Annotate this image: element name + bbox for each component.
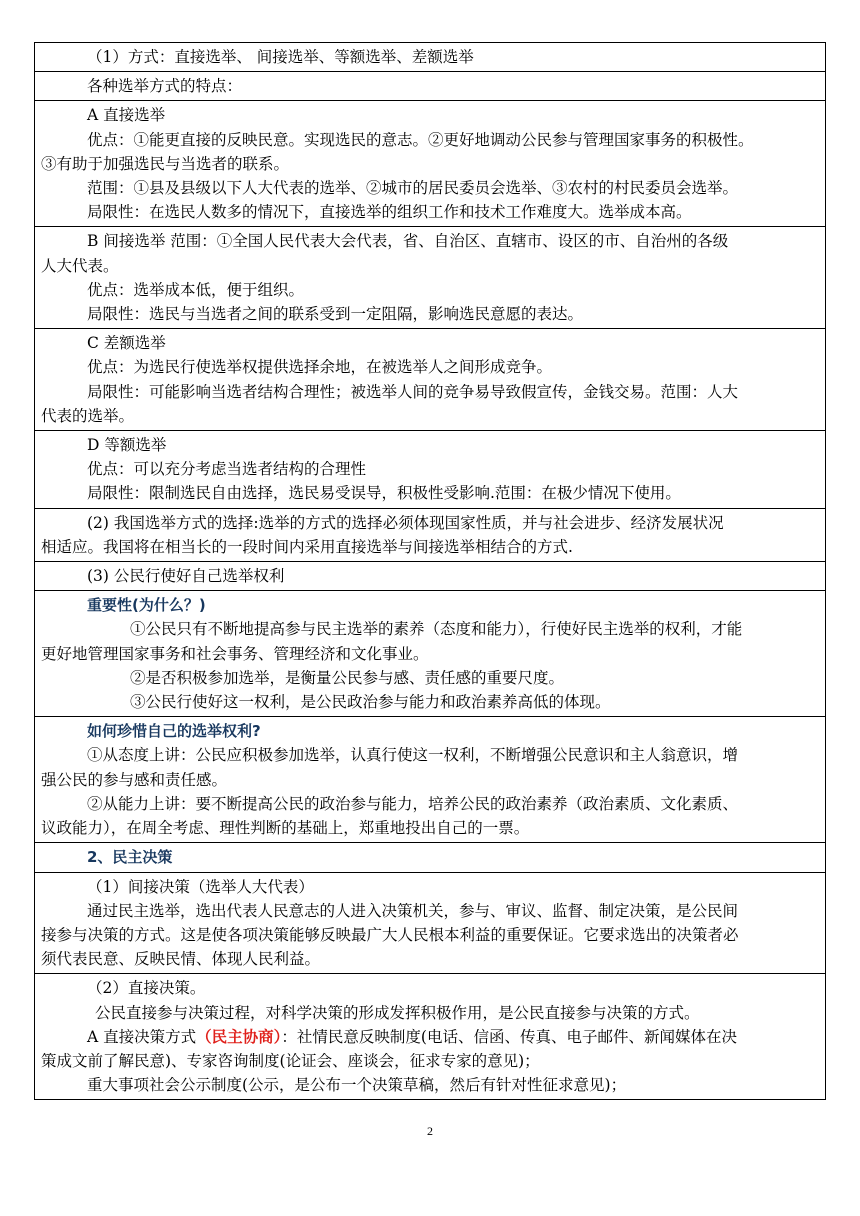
text-line [41, 152, 821, 176]
line-text: 接参与决策的方式。这是使各项决策能够反映最广大人民根本利益的重要保证。它要求选出的决策者必 [41, 925, 739, 944]
line-text: （2）直接决策。 [87, 979, 206, 998]
text-line [41, 45, 821, 69]
line-text: (2) 我国选举方式的选择:选举的方式的选择必须体现国家性质，并与社会进步、经济发展状况 [87, 513, 724, 532]
text-line [41, 74, 821, 98]
table-row [35, 329, 825, 431]
text-line [41, 564, 821, 588]
text-line [41, 617, 821, 641]
table-row [35, 873, 825, 975]
table-row [35, 974, 825, 1099]
text-line [41, 433, 821, 457]
line-text: ②从能力上讲：要不断提高公民的政治参与能力，培养公民的政治素养（政治素质、文化素质、 [87, 794, 739, 813]
line-text: B 间接选举 范围：①全国人民代表大会代表，省、自治区、直辖市、设区的市、自治州的各级 [87, 232, 729, 251]
line-text: 优点：可以充分考虑当选者结构的合理性 [87, 460, 367, 479]
text-line [41, 229, 821, 253]
line-text: 局限性：限制选民自由选择，选民易受误导，积极性受影响.范围：在极少情况下使用。 [87, 484, 681, 503]
table-row [35, 843, 825, 872]
text-line [41, 128, 821, 152]
table-row [35, 562, 825, 591]
line-text: ③公民行使好这一权利，是公民政治参与能力和政治素养高低的体现。 [130, 693, 611, 712]
line-text: 议政能力），在周全考虑、理性判断的基础上，郑重地投出自己的一票。 [41, 819, 530, 838]
line-text: 2、民主决策 [87, 848, 173, 867]
line-text: 更好地管理国家事务和社会事务、管理经济和文化事业。 [41, 644, 429, 663]
line-text: 局限性：选民与当选者之间的联系受到一定阻隔，影响选民意愿的表达。 [87, 305, 584, 324]
text-line [41, 278, 821, 302]
text-line [41, 947, 821, 971]
text-line [41, 719, 821, 743]
text-line [41, 743, 821, 767]
line-text: A 直接选举 [87, 106, 166, 125]
table-row [35, 717, 825, 843]
text-line [41, 404, 821, 428]
text-line [41, 481, 821, 505]
line-text: 重大事项社会公示制度(公示，是公布一个决策草稿，然后有针对性征求意见)； [87, 1076, 627, 1095]
line-text: D 等额选举 [87, 436, 167, 455]
line-text: 人大代表。 [41, 256, 119, 275]
line-text: 通过民主选举，选出代表人民意志的人进入决策机关，参与、审议、监督、制定决策，是公民间 [87, 901, 739, 920]
text-line [41, 302, 821, 326]
page-number: 2 [427, 1124, 433, 1138]
table-row [35, 101, 825, 227]
text-line [41, 535, 821, 559]
text-line [41, 457, 821, 481]
line-text: 强公民的参与感和责任感。 [41, 770, 228, 789]
line-text: （1）间接决策（选举人大代表） [87, 877, 314, 896]
text-line [41, 1049, 821, 1073]
line-text: ③有助于加强选民与当选者的联系。 [41, 154, 290, 173]
text-line [41, 380, 821, 404]
text-line [41, 845, 821, 869]
line-text: 代表的选举。 [41, 406, 135, 425]
text-line [41, 1025, 821, 1049]
line-text: C 差额选举 [87, 334, 166, 353]
text-line [41, 923, 821, 947]
table-row [35, 509, 825, 562]
text-line [41, 355, 821, 379]
highlight-text: （民主协商） [196, 1027, 282, 1046]
table-row [35, 591, 825, 717]
text-line [41, 768, 821, 792]
line-text: 各种选举方式的特点： [87, 77, 243, 96]
content-table [34, 42, 826, 1100]
table-row [35, 43, 825, 72]
line-text: 范围：①县及县级以下人大代表的选举、②城市的居民委员会选举、③农村的村民委员会选举。 [87, 179, 739, 198]
table-row [35, 227, 825, 329]
text-line [41, 690, 821, 714]
text-line [41, 1073, 821, 1097]
line-text: A 直接决策方式 [87, 1027, 197, 1046]
line-text: ②是否积极参加选举，是衡量公民参与感、责任感的重要尺度。 [130, 668, 565, 687]
text-line [41, 176, 821, 200]
table-row [35, 431, 825, 509]
text-line [41, 103, 821, 127]
line-text: ①公民只有不断地提高参与民主选举的素养（态度和能力），行使好民主选举的权利，才能 [130, 620, 743, 639]
text-line [41, 666, 821, 690]
line-text: 须代表民意、反映民情、体现人民利益。 [41, 950, 321, 969]
text-line [41, 792, 821, 816]
line-text: 策成文前了解民意)、专家咨询制度(论证会、座谈会，征求专家的意见)； [41, 1051, 540, 1070]
text-line [41, 254, 821, 278]
text-line [41, 331, 821, 355]
line-text: （1）方式：直接选举、 间接选举、等额选举、差额选举 [87, 48, 474, 66]
text-line [41, 642, 821, 666]
line-text: 重要性(为什么？) [87, 596, 206, 615]
table-row [35, 72, 825, 101]
text-line [41, 875, 821, 899]
line-text: 公民直接参与决策过程，对科学决策的形成发挥积极作用，是公民直接参与决策的方式。 [95, 1003, 700, 1022]
line-text: 局限性：在选民人数多的情况下，直接选举的组织工作和技术工作难度大。选举成本高。 [87, 203, 692, 222]
line-text: 优点：①能更直接的反映民意。实现选民的意志。②更好地调动公民参与管理国家事务的积极性。 [87, 130, 754, 149]
line-text: 相适应。我国将在相当长的一段时间内采用直接选举与间接选举相结合的方式. [41, 537, 573, 556]
text-line [41, 899, 821, 923]
text-line [41, 200, 821, 224]
text-line [41, 1001, 821, 1025]
line-text: 优点：为选民行使选举权提供选择余地，在被选举人之间形成竞争。 [87, 358, 553, 377]
line-text-continued: ：社情民意反映制度(电话、信函、传真、电子邮件、新闻媒体在决 [281, 1027, 737, 1046]
line-text: 如何珍惜自己的选举权利? [87, 722, 261, 741]
line-text: (3) 公民行使好自己选举权利 [87, 567, 285, 586]
text-line [41, 816, 821, 840]
text-line [41, 976, 821, 1000]
text-line [41, 593, 821, 617]
line-text: 优点：选举成本低，便于组织。 [87, 280, 305, 299]
line-text: 局限性：可能影响当选者结构合理性；被选举人间的竞争易导致假宣传，金钱交易。范围：人大 [87, 382, 739, 401]
text-line [41, 511, 821, 535]
line-text: ①从态度上讲：公民应积极参加选举，认真行使这一权利，不断增强公民意识和主人翁意识，增 [87, 746, 739, 765]
